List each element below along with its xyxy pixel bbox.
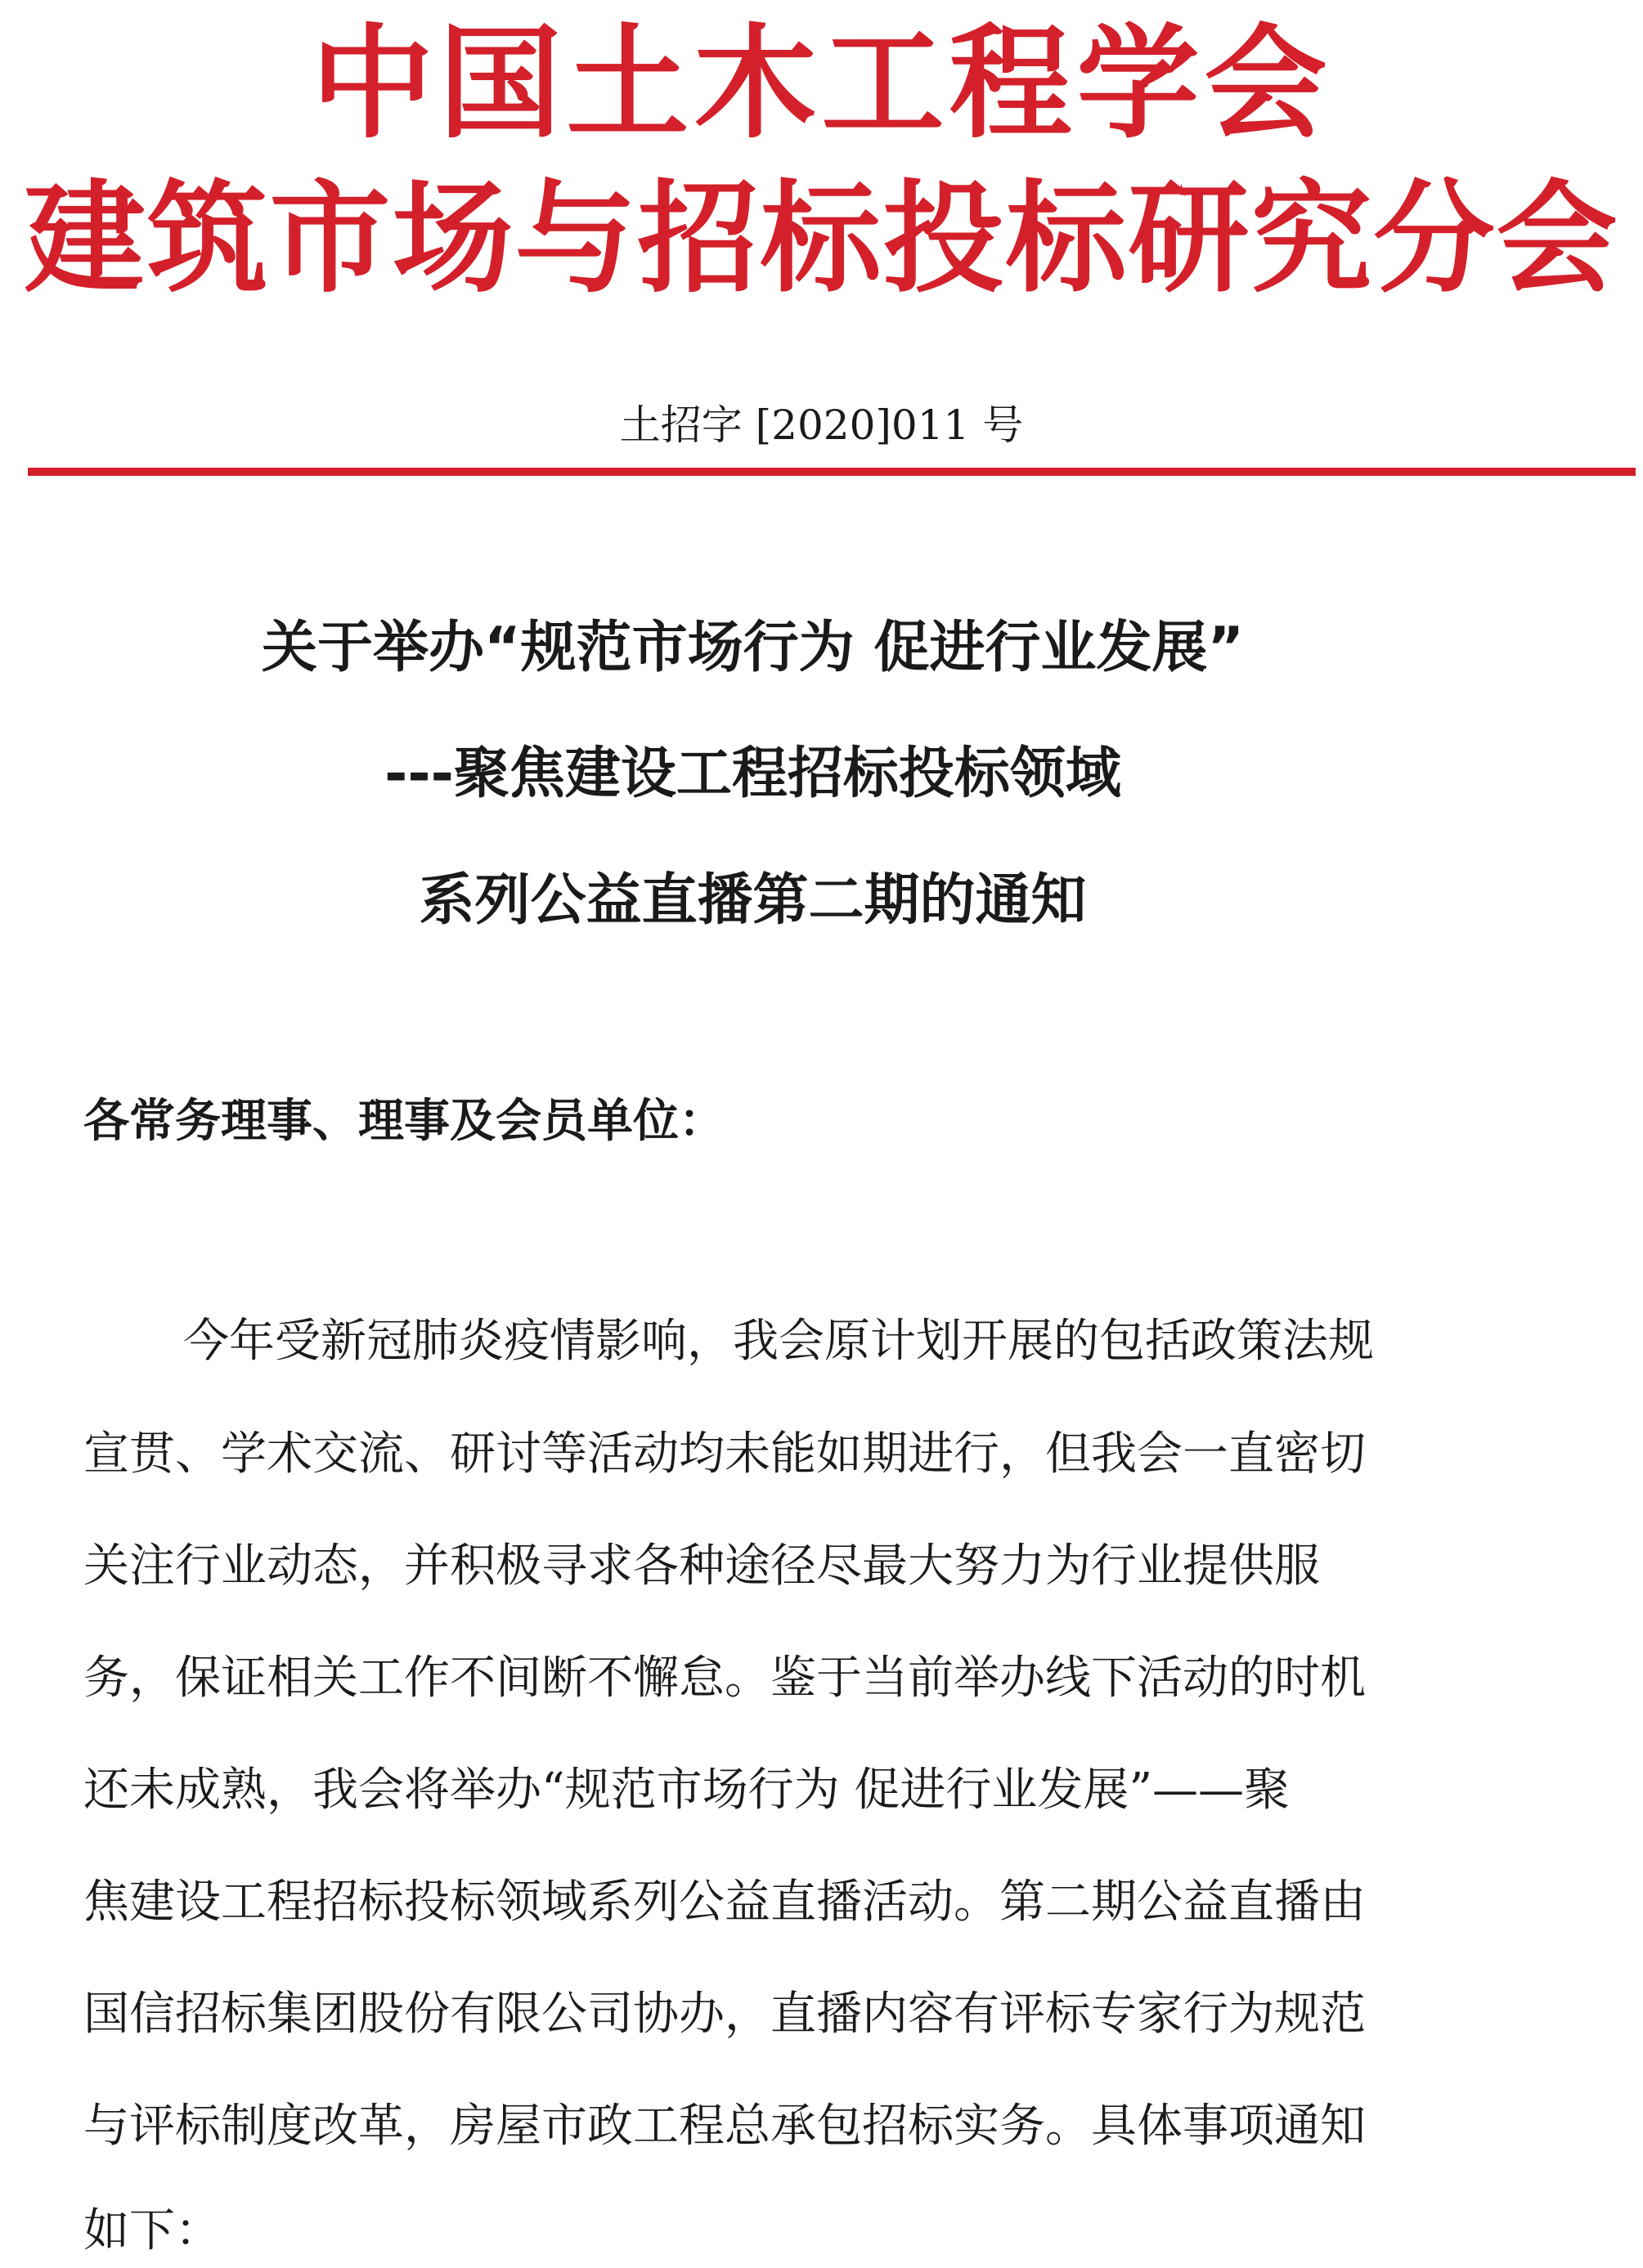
body-line: 关注行业动态，并积极寻求各种途径尽最大努力为行业提供服 bbox=[83, 1540, 1320, 1593]
organization-name: 中国土木工程学会 bbox=[311, 13, 1332, 155]
body-line: 务，保证相关工作不间断不懈怠。鉴于当前举办线下活动的时机 bbox=[83, 1652, 1366, 1705]
red-divider-line bbox=[28, 468, 1636, 476]
branch-name: 建筑市场与招标投标研究分会 bbox=[24, 168, 1619, 309]
document-number: 土招字 [2020]011 号 bbox=[619, 401, 1024, 449]
notice-title-line-2: ---聚焦建设工程招标投标领域 bbox=[384, 742, 1121, 806]
body-line: 今年受新冠肺炎疫情影响，我会原计划开展的包括政策法规 bbox=[183, 1315, 1374, 1368]
notice-title-line-3: 系列公益直播第二期的通知 bbox=[419, 868, 1087, 933]
body-line: 如下： bbox=[83, 2204, 221, 2257]
body-line: 国信招标集团股份有限公司协办，直播内容有评标专家行为规范 bbox=[83, 1988, 1366, 2041]
notice-title-line-1: 关于举办“规范市场行为 促进行业发展” bbox=[261, 616, 1245, 680]
body-line: 与评标制度改革，房屋市政工程总承包招标实务。具体事项通知 bbox=[83, 2100, 1366, 2153]
body-line: 焦建设工程招标投标领域系列公益直播活动。第二期公益直播由 bbox=[83, 1876, 1366, 1929]
body-line: 宣贯、学术交流、研讨等活动均未能如期进行，但我会一直密切 bbox=[83, 1428, 1366, 1481]
salutation: 各常务理事、理事及会员单位： bbox=[83, 1095, 725, 1148]
body-line: 还未成熟，我会将举办“规范市场行为 促进行业发展”——聚 bbox=[83, 1764, 1291, 1817]
